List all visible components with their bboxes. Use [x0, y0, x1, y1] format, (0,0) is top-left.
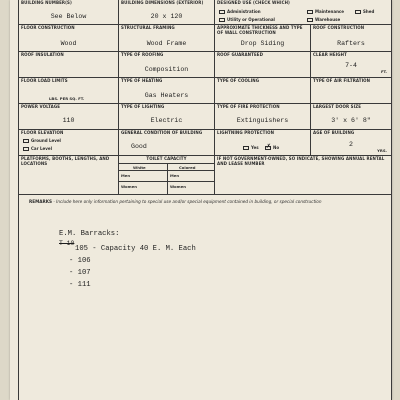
- roof-construction-cell: [311, 25, 391, 52]
- remarks-struck-text: T-10: [59, 240, 75, 247]
- lightning-protection-yes-label: Yes: [251, 145, 259, 150]
- clear-height-cell: [311, 52, 391, 78]
- building-numbers-label: BUILDING NUMBER(S): [21, 0, 72, 5]
- type-of-roofing-label: TYPE OF ROOFING: [121, 52, 164, 57]
- remarks-label-text: - Include here only information pertaining to special use and/or special equipment contained in building, or special construction: [51, 199, 322, 204]
- structural-framing-value: Wood Frame: [146, 40, 187, 47]
- type-of-heating-label: TYPE OF HEATING: [121, 78, 163, 83]
- general-condition-cell: [119, 130, 215, 156]
- roof-construction-value: Rafters: [337, 40, 365, 47]
- roof-guaranteed-cell: [215, 52, 311, 78]
- structural-framing-cell: [119, 25, 215, 52]
- form-frame: [18, 0, 392, 400]
- lightning-protection-label: LIGHTNING PROTECTION: [217, 130, 275, 135]
- remarks-line-code: - 111: [69, 281, 91, 289]
- type-of-lighting-cell: [119, 104, 215, 130]
- type-of-roofing-value: Composition: [144, 66, 189, 73]
- remarks-heading: E.M. Barracks:: [59, 230, 120, 238]
- power-voltage-label: POWER VOLTAGE: [21, 104, 61, 109]
- largest-door-size-cell: [311, 104, 391, 130]
- remarks-line: [69, 281, 91, 289]
- roof-insulation-cell: [19, 52, 119, 78]
- floor-elevation-option-label: Ground Level: [31, 138, 61, 143]
- fire-protection-value: Extinguishers: [236, 117, 289, 124]
- structural-framing-label: STRUCTURAL FRAMING: [121, 25, 175, 30]
- air-filtration-cell: [311, 78, 391, 104]
- floor-load-limits-label: FLOOR LOAD LIMITS: [21, 78, 68, 83]
- designed-use-option-label: Warehouse: [315, 17, 341, 22]
- checkbox-icon: [23, 139, 29, 143]
- type-of-heating-cell: [119, 78, 215, 104]
- remarks-line: [75, 245, 196, 253]
- air-filtration-label: TYPE OF AIR FILTRATION: [313, 78, 371, 83]
- checkbox-checked-icon: [265, 143, 272, 150]
- designed-use-option-label: Maintenance: [315, 9, 345, 14]
- remarks-label-bold: REMARKS: [29, 199, 52, 204]
- form-sheet: [10, 0, 392, 400]
- designed-use-option-warehouse[interactable]: [307, 17, 340, 22]
- platforms-label: PLATFORMS, BOOTHS, LENGTHS, AND LOCATIONS: [21, 156, 110, 166]
- checkbox-icon: [219, 10, 225, 14]
- govt-owned-cell: [215, 156, 391, 195]
- clear-height-value: 7-4: [345, 62, 357, 69]
- wall-construction-value: Drop Siding: [240, 40, 285, 47]
- largest-door-size-value: 3' x 6' 8": [331, 117, 371, 124]
- roof-construction-label: ROOF CONSTRUCTION: [313, 25, 365, 30]
- designed-use-option-utility[interactable]: [219, 17, 275, 22]
- checkbox-icon: [307, 10, 313, 14]
- divider: [167, 163, 168, 195]
- floor-elevation-option-car[interactable]: [23, 146, 52, 151]
- checkbox-icon: [23, 147, 29, 151]
- lightning-protection-yes[interactable]: [243, 145, 259, 150]
- remarks-line: [69, 269, 91, 277]
- designed-use-cell: [215, 0, 391, 25]
- floor-load-limits-unit: LBS. PER SQ. FT.: [49, 96, 85, 101]
- floor-construction-cell: [19, 25, 119, 52]
- check-mark-icon: ✗: [266, 143, 272, 150]
- toilet-colored-men-label: Men: [170, 173, 180, 178]
- building-numbers-cell: [19, 0, 119, 25]
- checkbox-icon: [219, 18, 225, 22]
- remarks-line-code: - 106: [69, 257, 91, 265]
- floor-elevation-cell: [19, 130, 119, 156]
- type-of-heating-value: Gas Heaters: [144, 92, 189, 99]
- floor-construction-value: Wood: [60, 40, 77, 47]
- type-of-lighting-label: TYPE OF LIGHTING: [121, 104, 165, 109]
- building-dimensions-label: BUILDING DIMENSIONS (EXTERIOR): [121, 0, 204, 5]
- toilet-colored-women-label: Women: [170, 184, 186, 189]
- clear-height-unit: FT.: [380, 69, 387, 74]
- largest-door-size-label: LARGEST DOOR SIZE: [313, 104, 362, 109]
- checkbox-icon: [355, 10, 361, 14]
- designed-use-option-label: Shed: [363, 9, 375, 14]
- toilet-white-header: White: [133, 165, 146, 170]
- floor-elevation-label: FLOOR ELEVATION: [21, 130, 64, 135]
- type-of-cooling-label: TYPE OF COOLING: [217, 78, 260, 83]
- designed-use-label: DESIGNED USE (CHECK WHICH): [217, 0, 290, 5]
- designed-use-option-maintenance[interactable]: [307, 9, 344, 14]
- wall-construction-cell: [215, 25, 311, 52]
- designed-use-option-label: Utility or Operational: [227, 17, 275, 22]
- platforms-cell: [19, 156, 119, 195]
- roof-insulation-label: ROOF INSULATION: [21, 52, 64, 57]
- general-condition-label: GENERAL CONDITION OF BUILDING: [121, 130, 203, 135]
- divider: [119, 170, 214, 171]
- remarks-label: [29, 199, 389, 204]
- designed-use-option-shed[interactable]: [355, 9, 374, 14]
- age-of-building-cell: [311, 130, 391, 156]
- remarks-line-text: - Capacity 40 E. M. Each: [87, 245, 196, 253]
- floor-construction-label: FLOOR CONSTRUCTION: [21, 25, 75, 30]
- checkbox-icon: [307, 18, 313, 22]
- floor-load-limits-cell: [19, 78, 119, 104]
- clear-height-label: CLEAR HEIGHT: [313, 52, 347, 57]
- building-dimensions-value: 20 x 120: [150, 13, 183, 20]
- power-voltage-value: 110: [62, 117, 75, 124]
- remarks-line: [69, 257, 91, 265]
- power-voltage-cell: [19, 104, 119, 130]
- age-of-building-unit: YRS.: [377, 148, 387, 153]
- lightning-protection-cell: [215, 130, 311, 156]
- designed-use-option-administration[interactable]: [219, 9, 261, 14]
- toilet-capacity-cell: [119, 156, 215, 195]
- fire-protection-cell: [215, 104, 311, 130]
- age-of-building-value: 2: [349, 141, 353, 148]
- lightning-protection-no[interactable]: [265, 145, 279, 150]
- toilet-capacity-label: TOILET CAPACITY: [146, 156, 187, 161]
- checkbox-icon: [243, 146, 249, 150]
- age-of-building-label: AGE OF BUILDING: [313, 130, 355, 135]
- designed-use-option-label: Administration: [227, 9, 261, 14]
- type-of-cooling-cell: [215, 78, 311, 104]
- lightning-protection-no-label: No: [273, 145, 280, 150]
- toilet-white-women-label: Women: [121, 184, 137, 189]
- building-numbers-value: See Below: [50, 13, 87, 20]
- remarks-line-code: - 107: [69, 269, 91, 277]
- building-dimensions-cell: [119, 0, 215, 25]
- wall-construction-label: APPROXIMATE THICKNESS AND TYPE OF WALL CONSTRUCTION: [217, 25, 303, 35]
- type-of-lighting-value: Electric: [150, 117, 183, 124]
- remarks-line-code: 105: [75, 245, 88, 253]
- floor-elevation-option-ground[interactable]: [23, 138, 61, 143]
- type-of-roofing-cell: [119, 52, 215, 78]
- toilet-white-men-label: Men: [121, 173, 131, 178]
- general-condition-value: Good: [131, 143, 147, 150]
- divider: [119, 181, 214, 182]
- govt-owned-label: IF NOT GOVERNMENT-OWNED, SO INDICATE, SHOWING ANNUAL RENTAL AND LEASE NUMBER: [217, 156, 385, 166]
- floor-elevation-option-label: Car Level: [31, 146, 52, 151]
- roof-guaranteed-label: ROOF GUARANTEED: [217, 52, 264, 57]
- toilet-colored-header: Colored: [179, 165, 196, 170]
- fire-protection-label: TYPE OF FIRE PROTECTION: [217, 104, 280, 109]
